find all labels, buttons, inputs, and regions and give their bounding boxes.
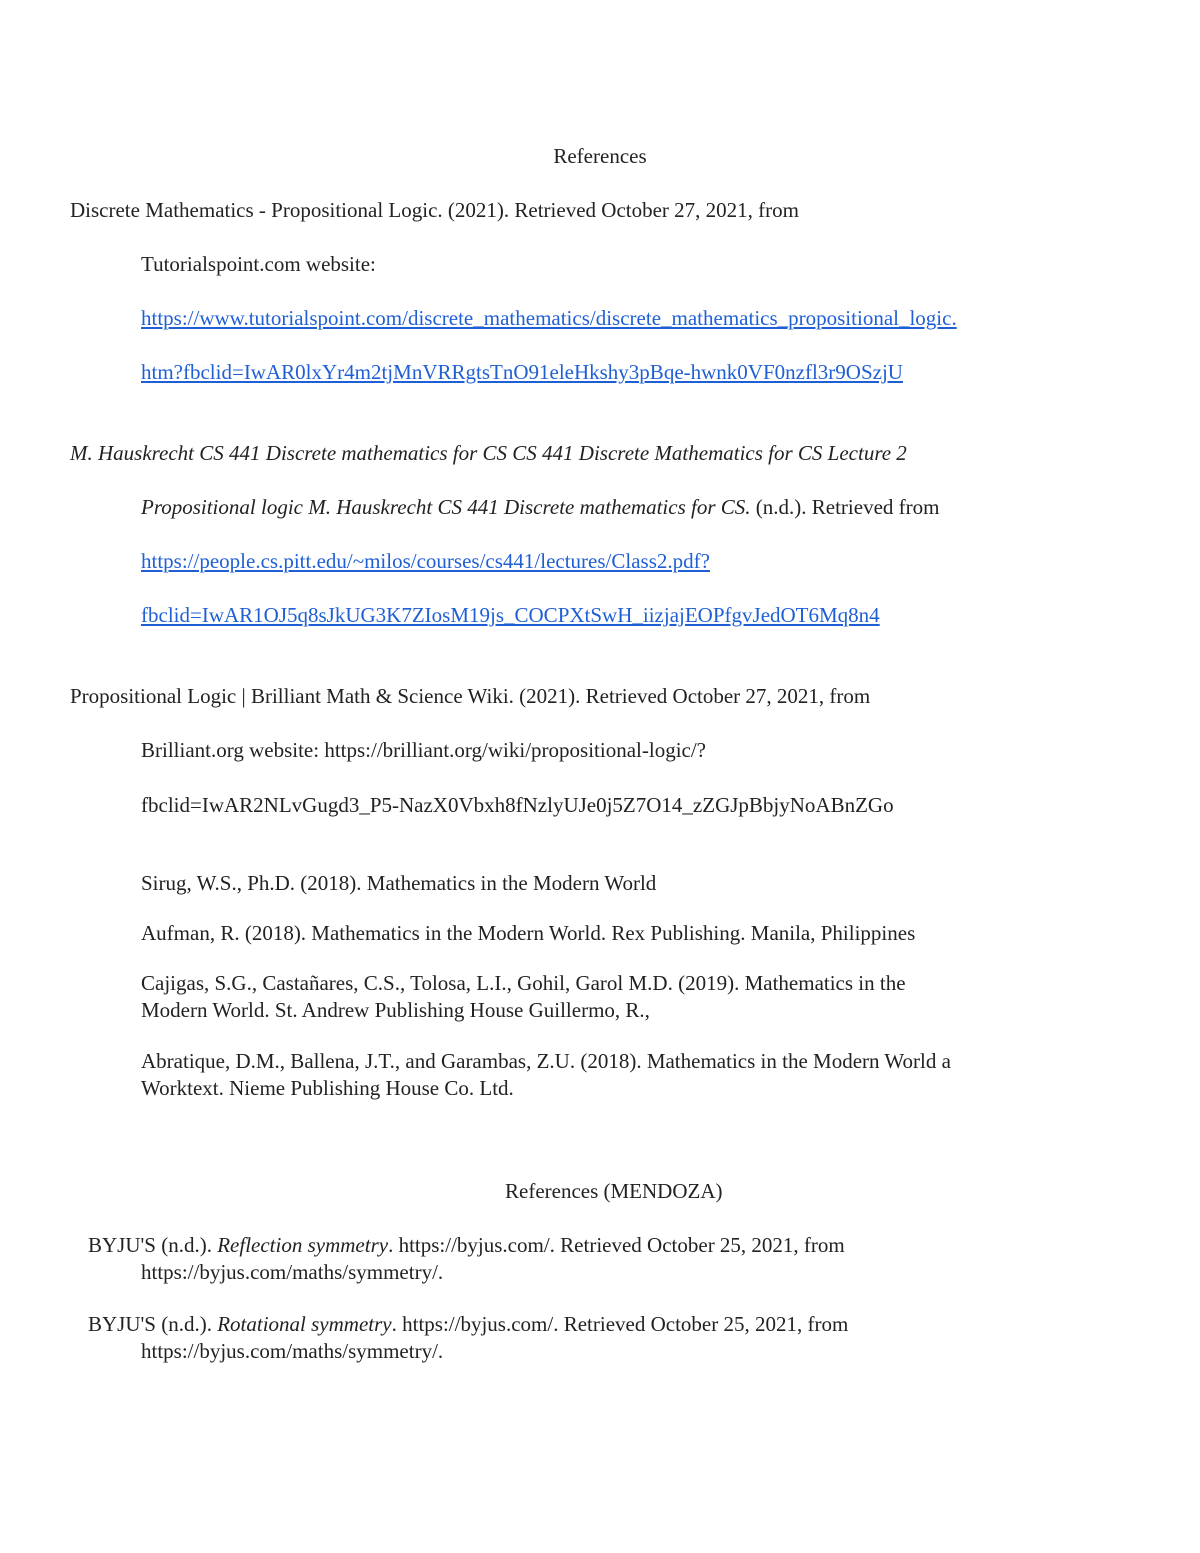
ref6-line1: Cajigas, S.G., Castañares, C.S., Tolosa, L.I., Gohil, Garol M.D. (2019). Mathematics in the <box>141 971 906 995</box>
mendoza-ref2-line1 <box>88 1310 848 1338</box>
ref7-line2: Worktext. Nieme Publishing House Co. Ltd. <box>141 1076 514 1100</box>
ref2-link-part1[interactable]: https://people.cs.pitt.edu/~milos/courses/cs441/lectures/Class2.pdf? <box>141 549 710 573</box>
mendoza-ref1-line2: https://byjus.com/maths/symmetry/. <box>141 1260 444 1284</box>
ref3-line1: Propositional Logic | Brilliant Math & Science Wiki. (2021). Retrieved October 27, 2021, from <box>70 684 871 708</box>
ref2-retrieved: (n.d.). Retrieved from <box>750 495 940 519</box>
ref1-link-part1[interactable]: https://www.tutorialspoint.com/discrete_mathematics/discrete_mathematics_propositional_logic. <box>141 306 957 330</box>
ref1-link-part2[interactable]: htm?fbclid=IwAR0lxYr4m2tjMnVRRgtsTnO91eleHkshy3pBqe-hwnk0VF0nzfl3r9OSzjU <box>141 360 903 384</box>
ref2-line1: M. Hauskrecht CS 441 Discrete mathematics for CS CS 441 Discrete Mathematics for CS Lecture 2 <box>70 441 907 465</box>
ref4-line: Sirug, W.S., Ph.D. (2018). Mathematics in the Modern World <box>141 871 657 895</box>
ref5-line: Aufman, R. (2018). Mathematics in the Modern World. Rex Publishing. Manila, Philippines <box>141 921 916 945</box>
ref7-line1: Abratique, D.M., Ballena, J.T., and Garambas, Z.U. (2018). Mathematics in the Modern World a <box>141 1049 951 1073</box>
mendoza-ref1-line1 <box>88 1231 845 1259</box>
ref6-line2: Modern World. St. Andrew Publishing House Guillermo, R., <box>141 998 650 1022</box>
ref2-line2 <box>141 493 939 521</box>
ref1-line1: Discrete Mathematics - Propositional Logic. (2021). Retrieved October 27, 2021, from <box>70 198 799 222</box>
references-heading: References <box>553 144 647 168</box>
mendoza-ref2-prefix: BYJU'S (n.d.). <box>88 1312 218 1336</box>
references-mendoza-heading: References (MENDOZA) <box>505 1179 723 1203</box>
mendoza-ref2-line2: https://byjus.com/maths/symmetry/. <box>141 1339 444 1363</box>
mendoza-ref2-title: Rotational symmetry <box>217 1312 392 1336</box>
ref1-line2: Tutorialspoint.com website: <box>141 252 376 276</box>
ref3-line2: Brilliant.org website: https://brilliant.org/wiki/propositional-logic/? <box>141 738 707 762</box>
mendoza-ref1-suffix: . https://byjus.com/. Retrieved October 25, 2021, from <box>388 1233 845 1257</box>
ref2-title: Propositional logic M. Hauskrecht CS 441 Discrete mathematics for CS. <box>141 495 751 519</box>
mendoza-ref1-prefix: BYJU'S (n.d.). <box>88 1233 218 1257</box>
mendoza-ref2-suffix: . https://byjus.com/. Retrieved October 25, 2021, from <box>391 1312 849 1336</box>
ref2-link-part2[interactable]: fbclid=IwAR1OJ5q8sJkUG3K7ZIosM19js_COCPXtSwH_iizjajEOPfgvJedOT6Mq8n4 <box>141 603 880 627</box>
mendoza-ref1-title: Reflection symmetry <box>217 1233 389 1257</box>
ref3-line3: fbclid=IwAR2NLvGugd3_P5-NazX0Vbxh8fNzlyUJe0j5Z7O14_zZGJpBbjyNoABnZGo <box>141 793 894 817</box>
